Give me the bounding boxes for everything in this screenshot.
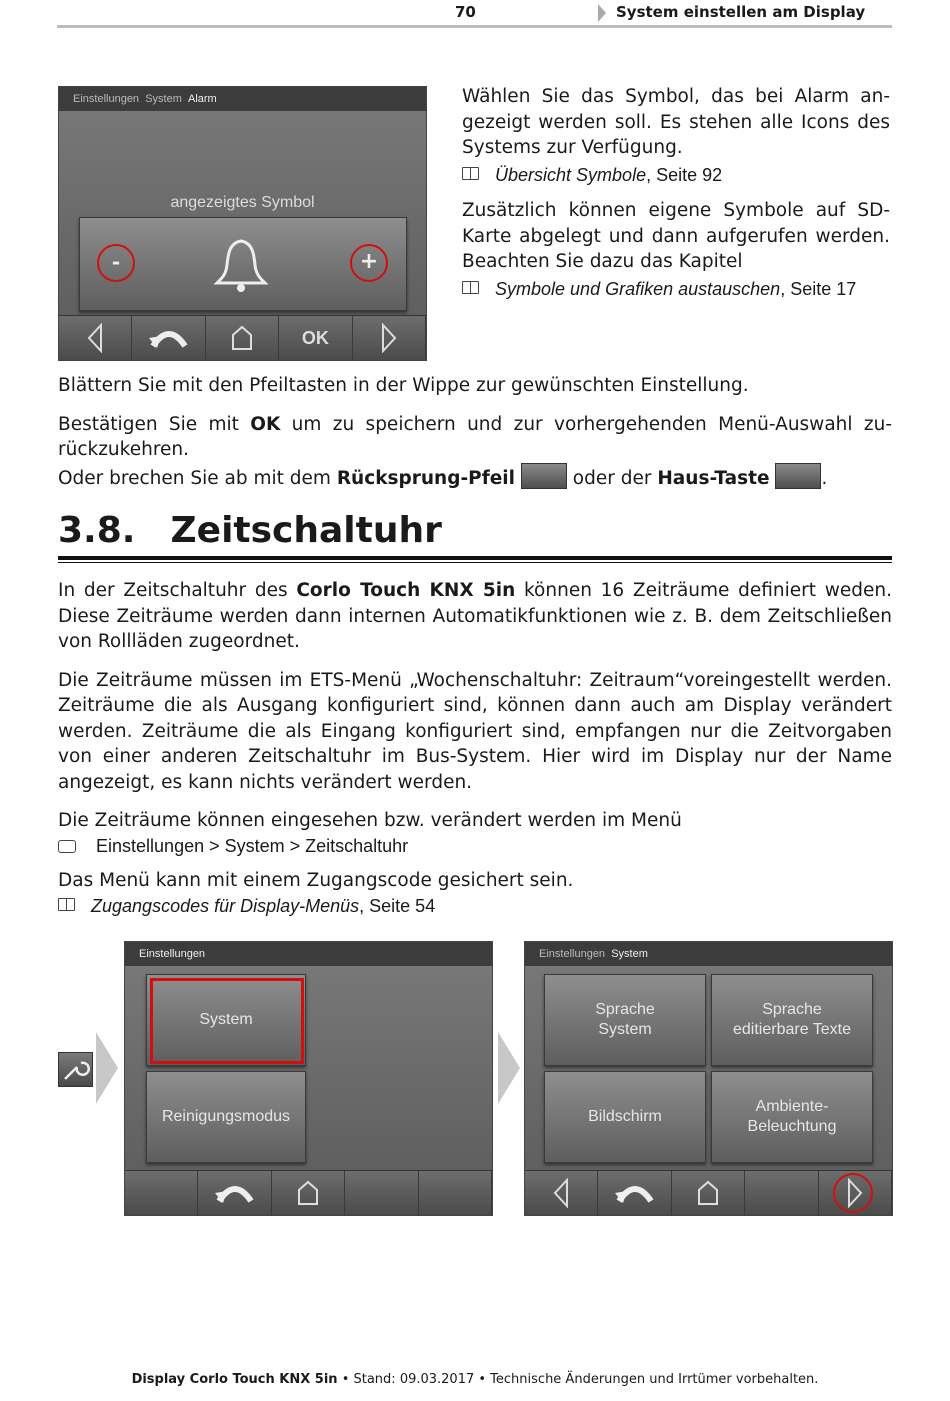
back-arrow-icon (213, 1181, 257, 1205)
intro-reference-1[interactable]: Übersicht Symbole, Seite 92 (462, 163, 890, 189)
body-paragraph-1: In der Zeitschaltuhr des Corlo Touch KNX 5in können 16 Zeiträume definiert weden. Diese Zeiträume werden dann internen Automatikfunktionen wie z. B. dem Zeitschließen von Rollläden zugeordnet. (58, 580, 892, 652)
arrow-left-icon (551, 1178, 571, 1208)
wrench-key-icon (58, 1052, 93, 1087)
tile-ambient-lighting[interactable]: Ambiente- Beleuchtung (711, 1071, 873, 1163)
footer-product: Display Corlo Touch KNX 5in (131, 1372, 338, 1387)
highlight-ring (833, 1173, 873, 1213)
tile-system[interactable]: System (146, 974, 306, 1066)
arrow-left-icon (85, 323, 105, 353)
section-heading (58, 510, 892, 551)
symbol-label: angezeigtes Symbol (170, 194, 315, 211)
instruction-paragraph-3: Oder brechen Sie ab mit dem Rücksprung-Pfeil oder der Haus-Taste . (58, 463, 892, 492)
header-rule (57, 25, 892, 28)
alarm-screen-breadcrumb: Einstellungen System Alarm (59, 87, 426, 111)
body-paragraph-3: Die Zeiträume können eingesehen bzw. verändert werden im Menü (58, 810, 682, 831)
footer (0, 1372, 950, 1387)
system-screen (524, 941, 893, 1216)
nav-back-button[interactable] (198, 1171, 271, 1215)
nav-left-button[interactable] (59, 316, 132, 360)
book-icon (58, 898, 76, 912)
menu-path: Einstellungen > System > Zeitschaltuhr (58, 834, 892, 860)
nav-ok-button[interactable]: OK (279, 316, 352, 360)
intro-text (462, 84, 890, 302)
intro-reference-2[interactable]: Symbole und Grafiken austauschen, Seite 17 (462, 277, 890, 303)
body-paragraph-2: Die Zeiträume müssen im ETS-Menü „Wochenschaltuhr: Zeitraum“voreingestellt werden. Zeiträume die als Ausgang konfiguriert sind, können dann auch am Display verändert werden. Zeiträume die als Eingang konfiguriert sind, empfangen nur die Zeitvorgaben von einer anderen Zeitschaltuhr im Bus-System. Hier wird im Display nur der Name angezeigt, es kann nichts verändert werden. (58, 669, 892, 793)
settings-screen (124, 941, 493, 1216)
section-number: 3.8. (58, 510, 136, 551)
minus-button[interactable]: - (97, 244, 135, 282)
nav-home-button[interactable] (272, 1171, 345, 1215)
arrow-right-icon (379, 323, 399, 353)
tile-screen[interactable]: Bildschirm (544, 1071, 706, 1163)
body-reference[interactable]: Zugangscodes für Display-Menüs, Seite 54 (58, 894, 892, 920)
home-icon (230, 325, 254, 351)
nav-empty-slot (345, 1171, 418, 1215)
header-section-title: System einstellen am Display (616, 3, 866, 21)
nav-home-button[interactable] (672, 1171, 745, 1215)
tile-cleaning-mode[interactable]: Reinigungsmodus (146, 1071, 306, 1163)
section-body (58, 578, 892, 919)
home-icon (696, 1180, 720, 1206)
settings-navbar (125, 1170, 492, 1215)
settings-breadcrumb: Einstellungen (125, 942, 492, 966)
home-icon (296, 1180, 320, 1206)
header-arrow-icon (598, 4, 606, 22)
system-breadcrumb: Einstellungen System (525, 942, 892, 966)
bell-icon (211, 235, 271, 295)
body-paragraph-4: Das Menü kann mit einem Zugangscode gesichert sein. (58, 870, 574, 891)
tile-language-system[interactable]: Sprache System (544, 974, 706, 1066)
intro-paragraph-2: Zusätzlich können eigene Symbole auf SD-Karte abgelegt und dann aufgerufen werden. Beachten Sie dazu das Kapitel (462, 200, 890, 272)
nav-empty-slot (419, 1171, 492, 1215)
back-arrow-icon (613, 1181, 657, 1205)
nav-empty-slot (745, 1171, 818, 1215)
flow-arrow-icon (498, 1032, 520, 1104)
alarm-navbar (59, 315, 426, 360)
home-key-icon (775, 463, 821, 489)
section-rule (58, 556, 892, 560)
back-arrow-key-icon (521, 463, 567, 489)
footer-note: • Stand: 09.03.2017 • Technische Änderungen und Irrtümer vorbehalten. (337, 1372, 819, 1387)
section-rule-thin (58, 562, 892, 563)
tile-language-editable-texts[interactable]: Sprache editierbare Texte (711, 974, 873, 1066)
nav-right-button[interactable] (353, 316, 426, 360)
highlight-frame (150, 978, 304, 1064)
back-arrow-icon (147, 326, 191, 350)
nav-back-button[interactable] (598, 1171, 671, 1215)
intro-paragraph-1: Wählen Sie das Symbol, das bei Alarm angezeigt werden soll. Es stehen alle Icons des Systems zur Verfügung. (462, 86, 890, 158)
section-title: Zeitschaltuhr (170, 510, 442, 551)
nav-right-button[interactable] (819, 1171, 892, 1215)
page-number: 70 (455, 3, 476, 21)
book-icon (462, 281, 480, 295)
nav-home-button[interactable] (206, 316, 279, 360)
instructions (58, 373, 892, 491)
book-icon (462, 167, 480, 181)
alarm-screen (58, 86, 427, 361)
menu-icon (58, 840, 76, 853)
nav-empty-slot (125, 1171, 198, 1215)
flow-arrow-icon (96, 1032, 118, 1104)
plus-button[interactable]: + (350, 244, 388, 282)
instruction-paragraph-2: Bestätigen Sie mit OK um zu speichern und zur vorhergehenden Menü-Auswahl zurückzukehren. (58, 413, 892, 460)
system-navbar (525, 1170, 892, 1215)
nav-left-button[interactable] (525, 1171, 598, 1215)
instruction-paragraph-1: Blättern Sie mit den Pfeiltasten in der Wippe zur gewünschten Einstellung. (58, 375, 749, 396)
nav-back-button[interactable] (132, 316, 205, 360)
